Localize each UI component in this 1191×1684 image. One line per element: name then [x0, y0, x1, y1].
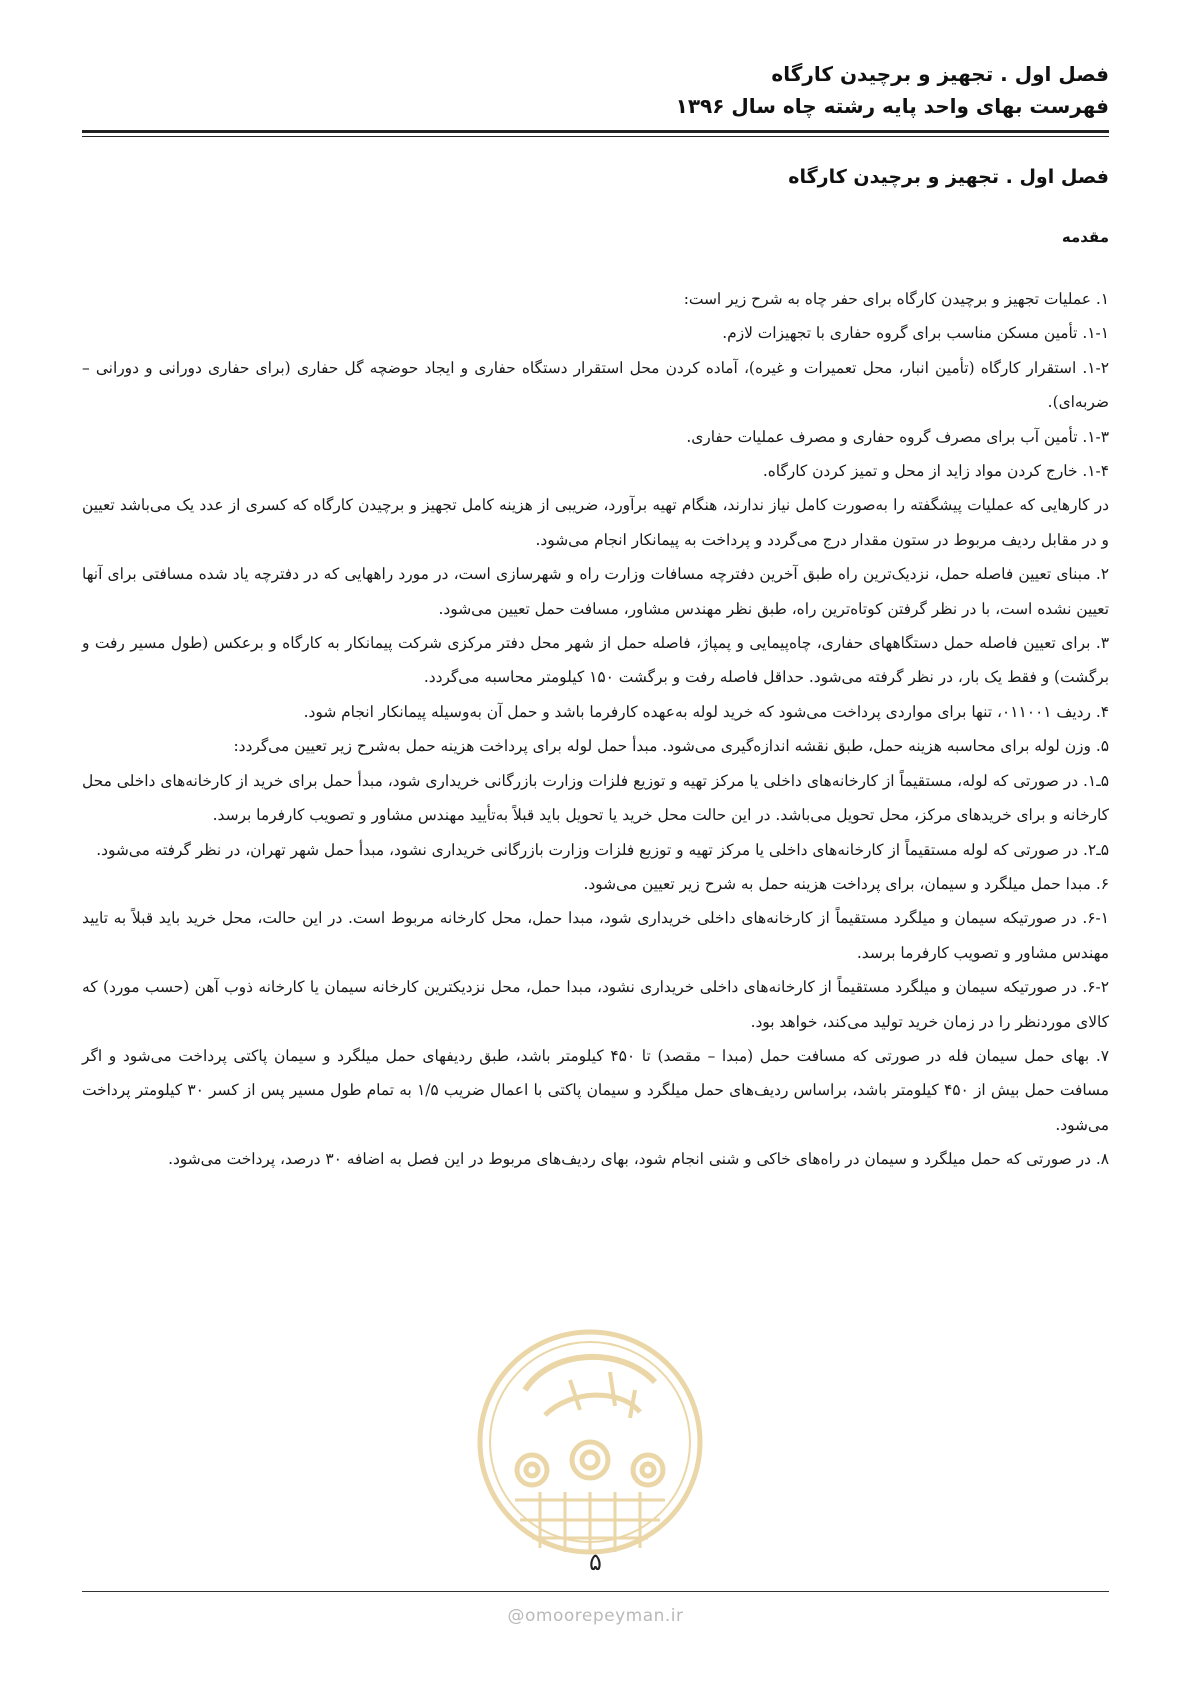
paragraph: ۱-۳. تأمین آب برای مصرف گروه حفاری و مصرف عملیات حفاری. — [686, 427, 1109, 446]
paragraph: ۷. بهای حمل سیمان فله در صورتی که مسافت حمل (مبدا – مقصد) تا ۴۵۰ کیلومتر باشد، طبق ردیفهای حمل میلگرد و سیمان پاکتی پرداخت می‌شود و اگر مسافت حمل بیش از ۴۵۰ کیلومتر باشد، براساس ردیف‌های حمل میلگرد و سیمان پاکتی با اعمال ضریب ۱/۵ به تمام طول مسیر پس از کسر ۳۰ کیلومتر پرداخت می‌شود. — [82, 1046, 1110, 1134]
header-list-title: فهرست بهای واحد پایه رشته چاه سال ۱۳۹۶ — [675, 94, 1109, 118]
paragraph: ۱-۲. استقرار کارگاه (تأمین انبار، محل تعمیرات و غیره)، آماده کردن محل استقرار دستگاه حفاری و ایجاد حوضچه گل حفاری (برای حفاری دورانی و دورانی – ضربه‌ای). — [82, 358, 1109, 412]
watermark-logo — [470, 1320, 710, 1570]
paragraph: ۵. وزن لوله برای محاسبه هزینه حمل، طبق نقشه اندازه‌گیری می‌شود. مبدأ حمل لوله برای پرداخت هزینه حمل به‌شرح زیر تعیین می‌گردد: — [233, 737, 1109, 756]
paragraph: ۶-۲. در صورتیکه سیمان و میلگرد مستقیماً از کارخانه‌های داخلی خریداری نشود، مبدا حمل، محل نزدیکترین کارخانه سیمان یا کارخانه ذوب آهن (حسب مورد) که کالای موردنظر را در زمان خرید تولید می‌کند، خواهد بود. — [82, 978, 1109, 1031]
footer-website: @omoorepeyman.ir — [507, 1606, 684, 1626]
paragraph: ۵ـ۱. در صورتی که لوله، مستقیماً از کارخانه‌های داخلی یا مرکز تهیه و توزیع فلزات وزارت بازرگانی خریداری شود، مبدأ حمل برای خرید از کارخانه‌های داخلی محل کارخانه و برای خریدهای مرکز، محل تحویل می‌باشد. در این حالت محل خرید یا تحویل باید قبلاً به‌تأیید مهندس مشاور و تصویب کارفرما برسد. — [82, 771, 1109, 825]
paragraph: ۲. مبنای تعیین فاصله حمل، نزدیک‌ترین راه طبق آخرین دفترچه مسافات وزارت راه و شهرسازی است، در مورد راههایی که در دفترچه یاد شده مسافتی برای آنها تعیین نشده است، با در نظر گرفتن کوتاه‌ترین راه، طبق نظر مهندس مشاور، مسافت حمل تعیین می‌شود. — [82, 565, 1109, 618]
paragraph: ۱-۴. خارج کردن مواد زاید از محل و تمیز کردن کارگاه. — [762, 462, 1109, 481]
page-header — [82, 58, 1109, 122]
section-title: فصل اول . تجهیز و برچیدن کارگاه — [788, 166, 1109, 188]
paragraph: ۶-۱. در صورتیکه سیمان و میلگرد مستقیماً از کارخانه‌های داخلی خریداری شود، مبدا حمل، محل کارخانه مربوط است. در این حالت، محل خرید باید قبلاً به تایید مهندس مشاور و تصویب کارفرما برسد. — [82, 909, 1109, 962]
paragraph: در کارهایی که عملیات پیشگفته را به‌صورت کامل نیاز ندارند، هنگام تهیه برآورد، ضریبی از هزینه کامل تجهیز و برچیدن کارگاه که کسری از عدد یک می‌باشد تعیین و در مقابل ردیف مربوط در ستون مقدار درج می‌گردد و پرداخت به پیمانکار انجام می‌شود. — [82, 496, 1109, 549]
paragraph: ۱-۱. تأمین مسکن مناسب برای گروه حفاری با تجهیزات لازم. — [722, 324, 1109, 343]
header-divider-thin — [82, 136, 1109, 137]
seal-icon — [470, 1320, 710, 1570]
body-text — [82, 282, 1109, 1177]
paragraph: ۶. مبدا حمل میلگرد و سیمان، برای پرداخت هزینه حمل به شرح زیر تعیین می‌شود. — [583, 874, 1109, 893]
page-number: ۵ — [589, 1548, 602, 1576]
header-divider-thick — [82, 130, 1109, 133]
paragraph: ۸. در صورتی که حمل میلگرد و سیمان در راه‌های خاکی و شنی انجام شود، بهای ردیف‌های مربوط در این فصل به اضافه ۳۰ درصد، پرداخت می‌شود. — [168, 1150, 1109, 1169]
introduction-heading: مقدمه — [1061, 228, 1109, 246]
header-chapter-title: فصل اول . تجهیز و برچیدن کارگاه — [771, 62, 1109, 86]
paragraph: ۳. برای تعیین فاصله حمل دستگاههای حفاری، چاه‌پیمایی و پمپاژ، فاصله حمل از شهر محل دفتر مرکزی شرکت پیمانکار به کارگاه و برعکس (طول مسیر رفت و برگشت) و فقط یک بار، در نظر گرفته می‌شود. حداقل فاصله رفت و برگشت ۱۵۰ کیلومتر محاسبه می‌گردد. — [82, 634, 1109, 687]
footer-divider — [82, 1591, 1109, 1592]
paragraph: ۱. عملیات تجهیز و برچیدن کارگاه برای حفر چاه به شرح زیر است: — [683, 290, 1109, 308]
paragraph: ۵ـ۲. در صورتی که لوله مستقیماً از کارخانه‌های داخلی یا مرکز تهیه و توزیع فلزات وزارت بازرگانی خریداری نشود، مبدأ حمل شهر تهران، در نظر گرفته می‌شود. — [96, 840, 1109, 859]
paragraph: ۴. ردیف ۰۱۱۰۰۱، تنها برای مواردی پرداخت می‌شود که خرید لوله به‌عهده کارفرما باشد و حمل آن به‌وسیله پیمانکار انجام شود. — [303, 702, 1109, 721]
